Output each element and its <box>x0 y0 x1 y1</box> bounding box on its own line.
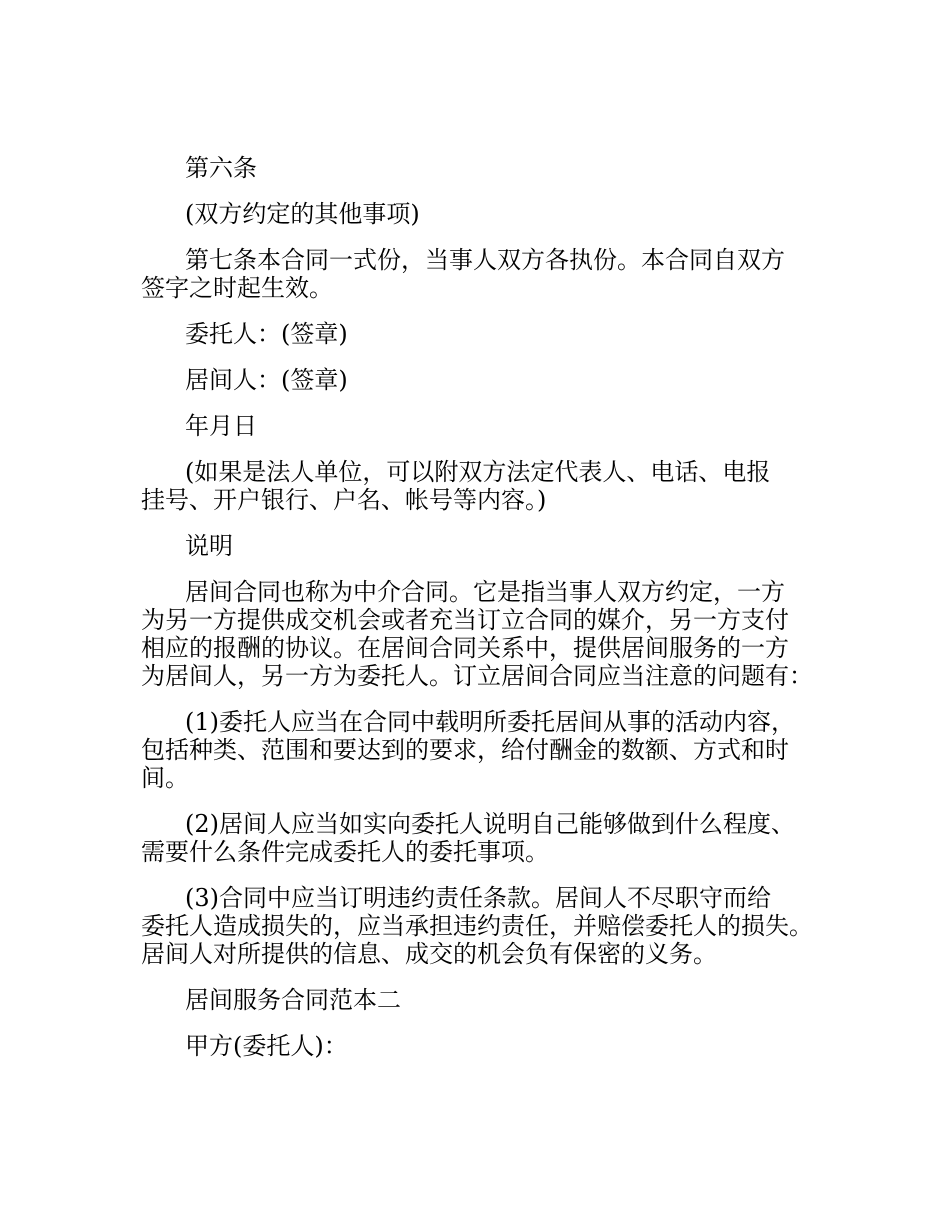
other-matters-note: (双方约定的其他事项) <box>185 200 420 228</box>
document-body <box>141 154 831 1078</box>
explanation-item-2: (2)居间人应当如实向委托人说明自己能够做到什么程度、 需要什么条件完成委托人的委托事项。 <box>141 810 795 866</box>
party-a-line: 甲方(委托人)： <box>185 1032 348 1060</box>
template-2-title: 居间服务合同范本二 <box>185 986 401 1014</box>
explanation-item-1: (1)委托人应当在合同中载明所委托居间从事的活动内容， 包括种类、范围和要达到的要求，给付酬金的数额、方式和时 间。 <box>141 708 795 792</box>
explanation-item-3: (3)合同中应当订明违约责任条款。居间人不尽职守而给 委托人造成损失的，应当承担违约责任，并赔偿委托人的损失。 居间人对所提供的信息、成交的机会负有保密的义务。 <box>141 884 813 968</box>
principal-signature-line: 委托人：(签章) <box>185 320 348 348</box>
intermediary-signature-line: 居间人：(签章) <box>185 366 348 394</box>
article-7-text: 第七条本合同一式份，当事人双方各执份。本合同自双方 签字之时起生效。 <box>141 246 785 302</box>
legal-entity-note: (如果是法人单位，可以附双方法定代表人、电话、电报 挂号、开户银行、户名、帐号等内容。) <box>141 458 771 514</box>
article-6-heading: 第六条 <box>185 154 257 182</box>
date-line: 年月日 <box>185 412 257 440</box>
explanation-heading: 说明 <box>185 532 233 560</box>
explanation-intro: 居间合同也称为中介合同。它是指当事人双方约定，一方 为另一方提供成交机会或者充当订立合同的媒介，另一方支付 相应的报酬的协议。在居间合同关系中，提供居间服务的一方 为居间人，另一方为委托人。订立居间合同应当注意的问题有： <box>141 578 813 690</box>
